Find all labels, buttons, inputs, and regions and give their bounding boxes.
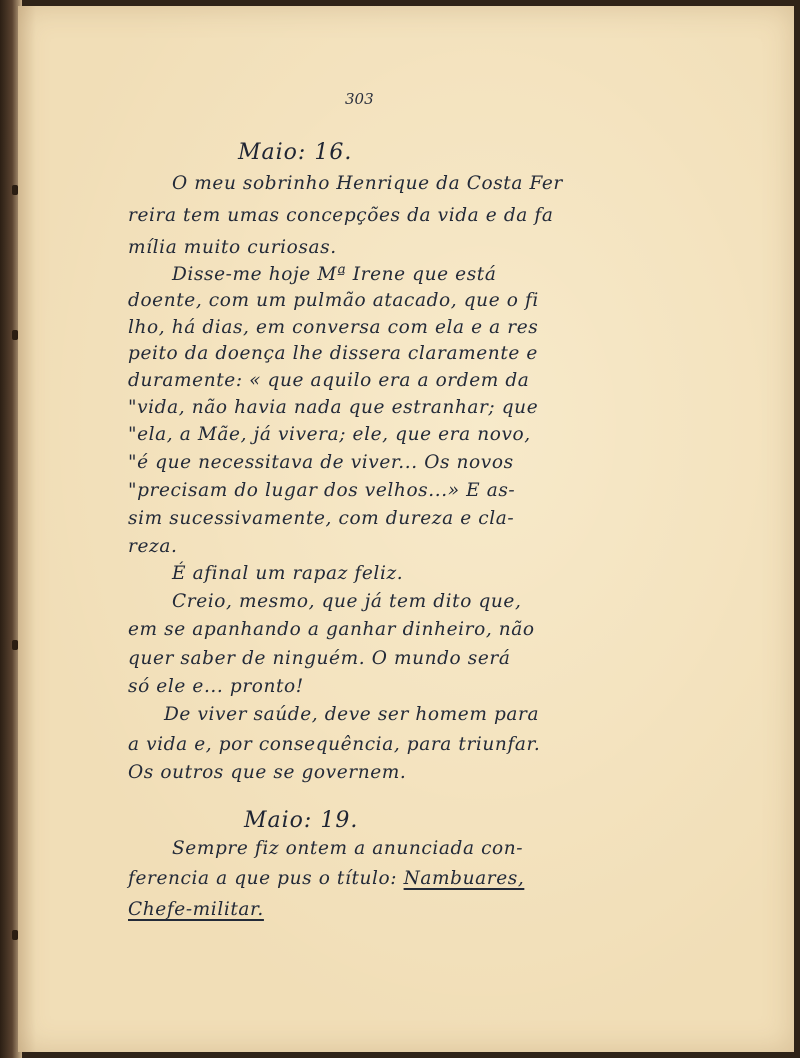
text-line: De viver saúde, deve ser homem para	[164, 704, 540, 725]
text-line: a vida e, por consequência, para triunfar.	[128, 734, 541, 755]
text-line: doente, com um pulmão atacado, que o fi	[128, 290, 539, 311]
text-line: "vida, não havia nada que estranhar; que	[128, 397, 539, 418]
underlined-title: Chefe-militar.	[128, 899, 264, 920]
text-line: lho, há dias, em conversa com ela e a res	[128, 317, 539, 338]
text-line: sim sucessivamente, com dureza e cla-	[128, 508, 515, 529]
text-line: O meu sobrinho Henrique da Costa Fer	[172, 173, 563, 194]
text-line	[128, 868, 524, 889]
text-line: Creio, mesmo, que já tem dito que,	[172, 591, 522, 612]
text-line: reza.	[128, 536, 178, 557]
text-line: Disse-me hoje Mª Irene que está	[172, 264, 497, 285]
page-number: 303	[345, 90, 374, 108]
text-line: em se apanhando a ganhar dinheiro, não	[128, 619, 535, 640]
text-line: Os outros que se governem.	[128, 762, 407, 783]
text-line	[128, 899, 264, 920]
text-line: "é que necessitava de viver... Os novos	[128, 452, 514, 473]
text-line: Sempre fiz ontem a anunciada con-	[172, 838, 524, 859]
entry-date: Maio: 19.	[244, 808, 359, 833]
text-line: mília muito curiosas.	[128, 237, 337, 258]
text-line: "ela, a Mãe, já vivera; ele, que era novo,	[128, 424, 531, 445]
text-line: "precisam do lugar dos velhos...» E as-	[128, 480, 516, 501]
text-line: quer saber de ninguém. O mundo será	[128, 648, 511, 669]
text-line: peito da doença lhe dissera claramente e	[128, 343, 538, 364]
manuscript-page	[18, 6, 794, 1052]
entry-date: Maio: 16.	[238, 140, 353, 165]
underlined-title: Nambuares,	[403, 868, 525, 889]
text-line: só ele e... pronto!	[128, 676, 304, 697]
text-line: reira tem umas concepções da vida e da fa	[128, 205, 554, 226]
conference-intro-text: ferencia a que pus o título:	[128, 868, 404, 889]
text-line: É afinal um rapaz feliz.	[172, 563, 404, 584]
text-line: duramente: « que aquilo era a ordem da	[128, 370, 530, 391]
